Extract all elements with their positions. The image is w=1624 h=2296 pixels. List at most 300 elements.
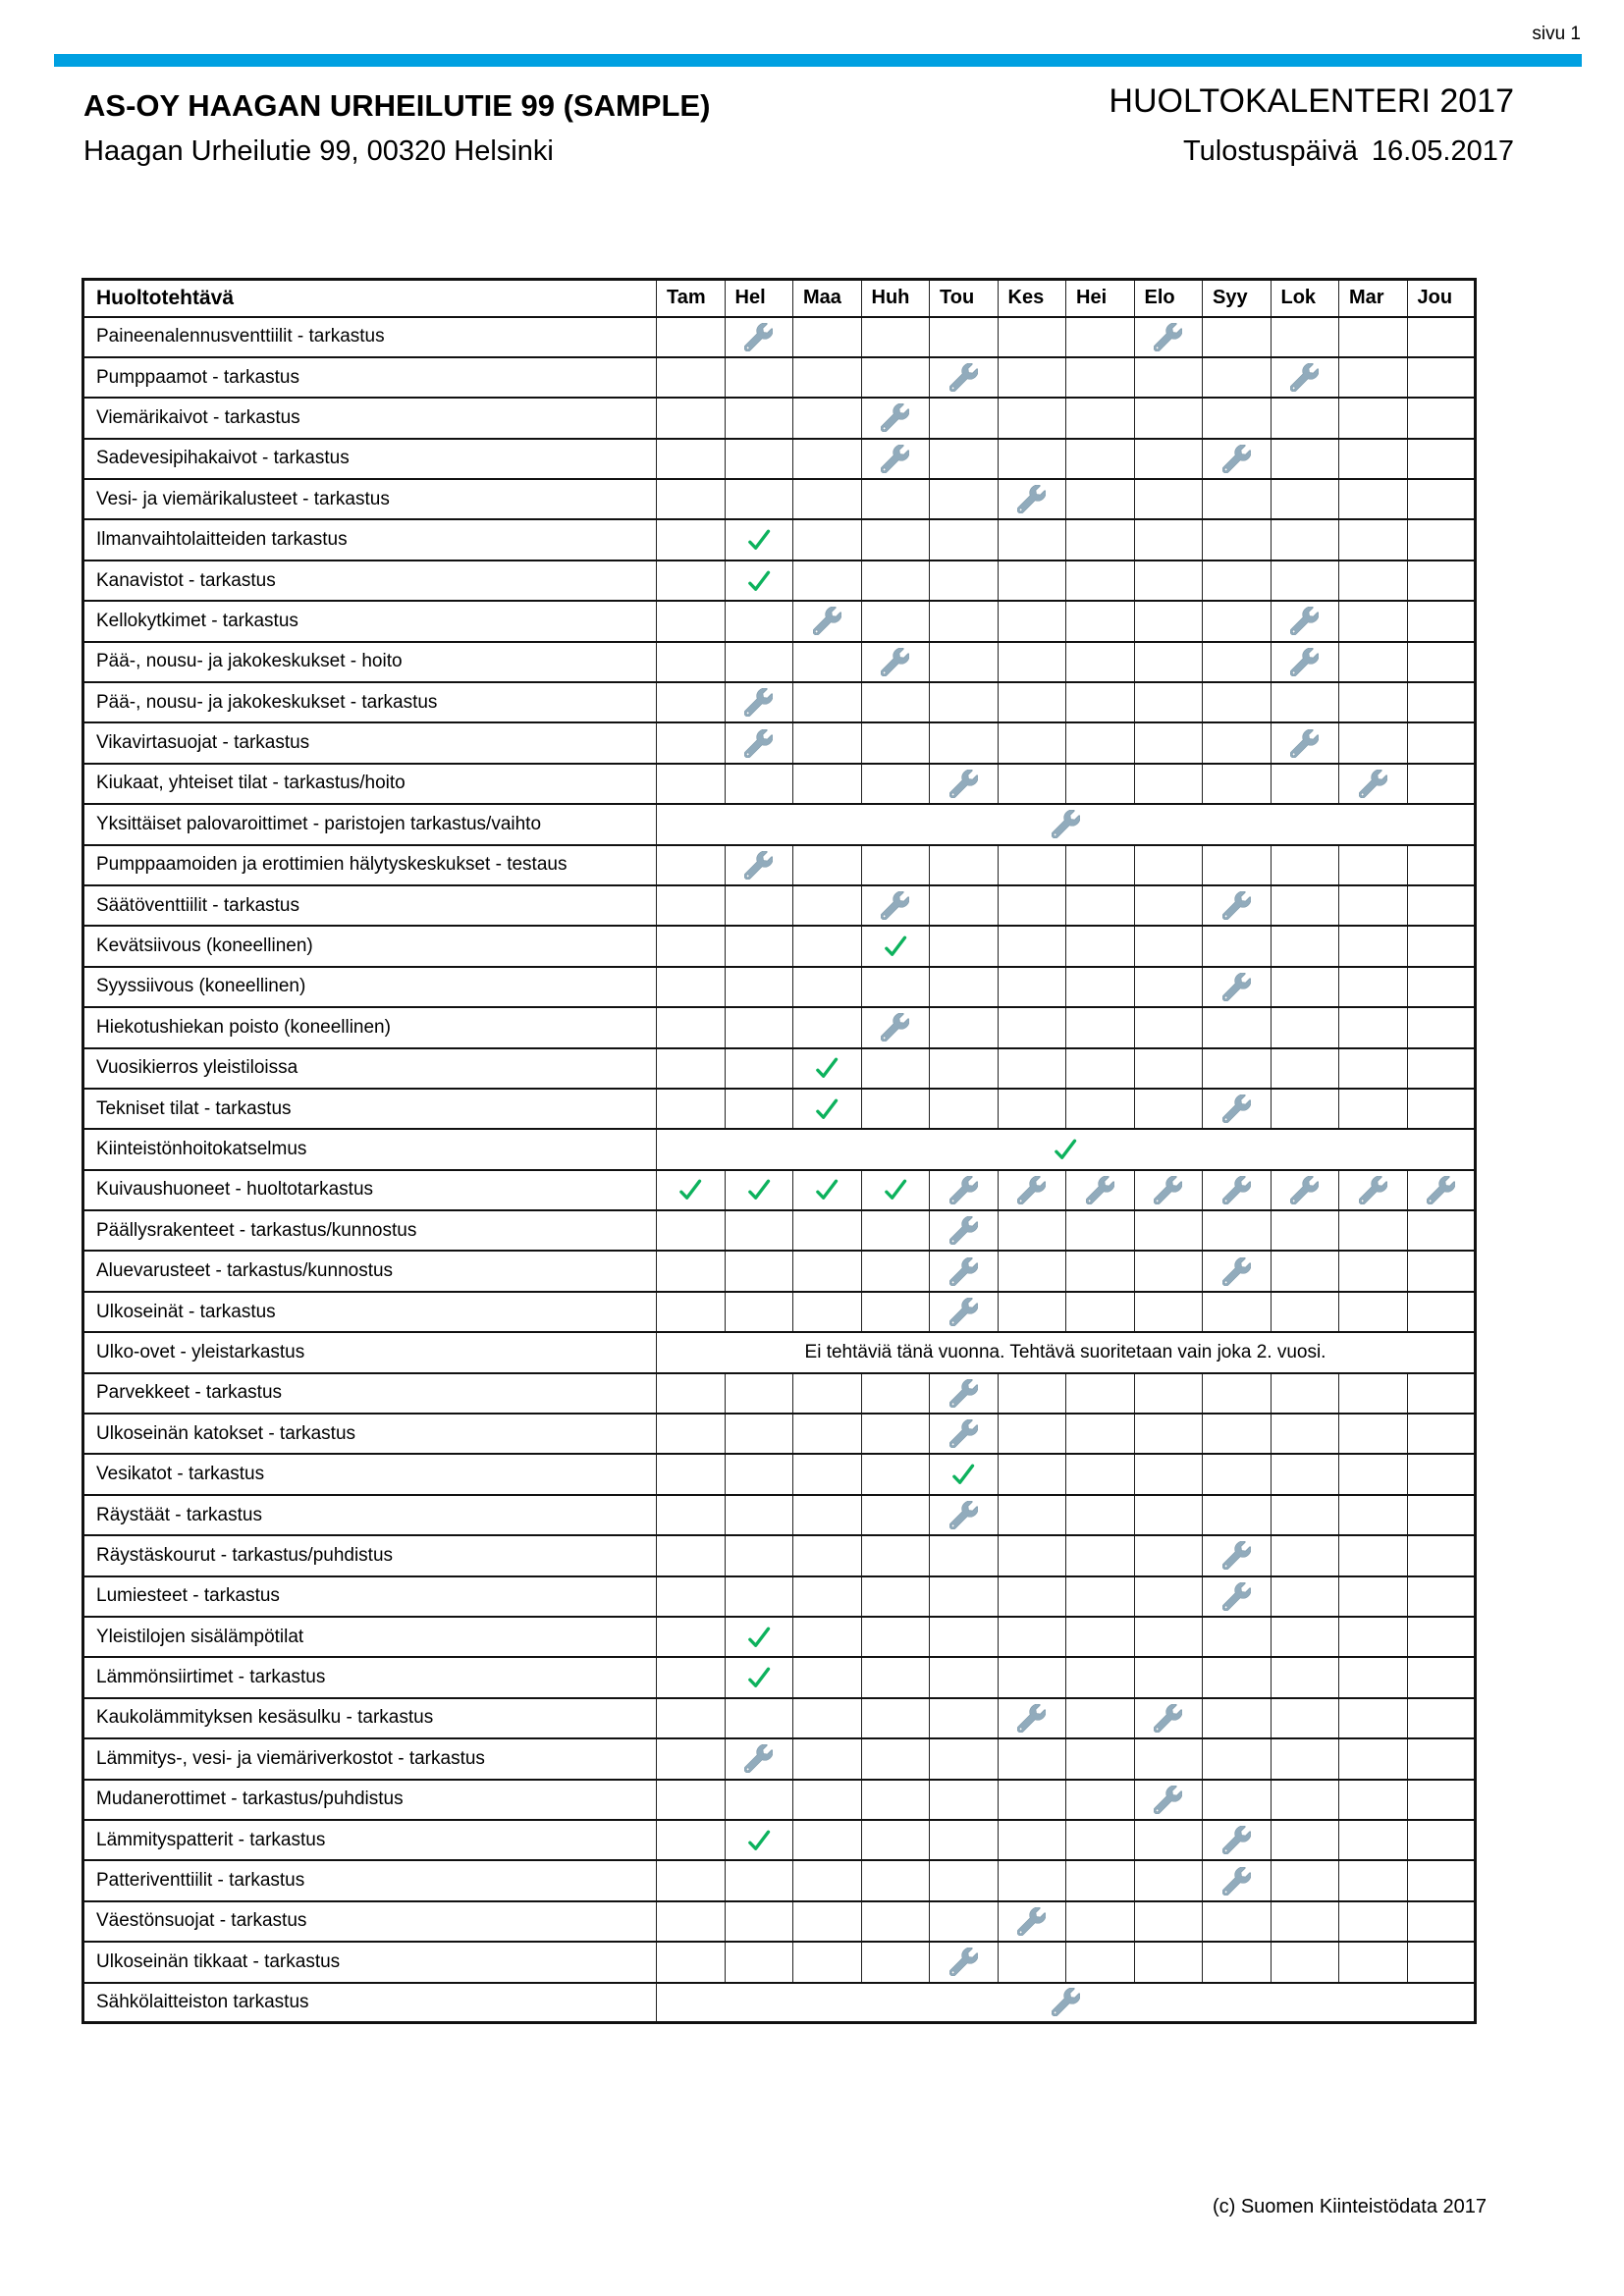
month-cell — [1271, 1170, 1339, 1210]
month-cell — [1203, 1942, 1272, 1982]
month-cell — [998, 1576, 1066, 1617]
table-row — [83, 317, 1476, 357]
month-cell — [1203, 1698, 1272, 1738]
table-row — [83, 1089, 1476, 1129]
month-cell — [1134, 398, 1203, 438]
month-cell — [998, 1089, 1066, 1129]
month-cell — [861, 1007, 930, 1047]
month-cell — [1066, 1454, 1135, 1494]
month-cell — [1134, 764, 1203, 804]
month-cell — [930, 1251, 999, 1291]
wrench-icon — [949, 1379, 978, 1408]
month-cell — [861, 1780, 930, 1820]
month-cell — [1339, 1170, 1408, 1210]
month-cell — [1271, 845, 1339, 885]
month-cell — [1339, 764, 1408, 804]
month-cell — [793, 479, 862, 519]
month-cell — [930, 1373, 999, 1414]
wrench-icon — [1290, 729, 1319, 758]
month-cell — [1339, 1292, 1408, 1332]
month-cell — [725, 1780, 793, 1820]
month-cell — [998, 1657, 1066, 1697]
month-cell — [725, 1454, 793, 1494]
month-cell — [793, 439, 862, 479]
table-row — [83, 519, 1476, 560]
month-cell — [1339, 1698, 1408, 1738]
month-cell — [793, 1414, 862, 1454]
month-cell — [657, 722, 726, 763]
wrench-icon — [1017, 485, 1046, 513]
month-cell — [998, 1495, 1066, 1535]
month-cell — [793, 1292, 862, 1332]
month-cell — [1407, 764, 1476, 804]
wrench-icon — [1427, 1176, 1455, 1204]
month-cell — [930, 926, 999, 966]
month-cell — [1066, 317, 1135, 357]
month-cell — [1066, 1414, 1135, 1454]
month-cell — [725, 1901, 793, 1942]
month-cell — [998, 1251, 1066, 1291]
wrench-icon — [1222, 891, 1251, 920]
month-cell — [1134, 1657, 1203, 1697]
wrench-icon — [949, 1216, 978, 1245]
month-cell — [1271, 1292, 1339, 1332]
month-cell — [1203, 1251, 1272, 1291]
month-cell — [1407, 479, 1476, 519]
month-cell — [1339, 1657, 1408, 1697]
month-cell — [1134, 1860, 1203, 1900]
month-cell — [1203, 1089, 1272, 1129]
month-cell — [998, 1698, 1066, 1738]
month-cell — [1203, 764, 1272, 804]
wrench-icon — [1017, 1704, 1046, 1733]
month-cell — [1339, 1820, 1408, 1860]
month-cell — [1407, 1901, 1476, 1942]
month-cell — [1066, 764, 1135, 804]
table-row — [83, 1129, 1476, 1169]
month-cell — [930, 1007, 999, 1047]
month-cell — [998, 1292, 1066, 1332]
month-cell — [861, 439, 930, 479]
month-cell — [1271, 1942, 1339, 1982]
month-cell — [930, 1535, 999, 1575]
month-cell — [1339, 1089, 1408, 1129]
month-cell — [1339, 1942, 1408, 1982]
month-cell — [998, 967, 1066, 1007]
month-cell — [930, 722, 999, 763]
month-cell — [1407, 1210, 1476, 1251]
month-cell — [725, 1210, 793, 1251]
month-cell — [725, 1170, 793, 1210]
month-cell — [1339, 682, 1408, 722]
month-cell — [1271, 1454, 1339, 1494]
task-cell: Sadevesipihakaivot - tarkastus — [83, 439, 657, 479]
month-cell — [793, 1901, 862, 1942]
month-cell — [1066, 1251, 1135, 1291]
month-cell — [725, 1292, 793, 1332]
month-cell — [1407, 885, 1476, 926]
month-cell — [1134, 519, 1203, 560]
month-cell — [998, 885, 1066, 926]
month-cell — [1407, 682, 1476, 722]
month-cell — [657, 1007, 726, 1047]
month-cell — [1134, 357, 1203, 398]
month-cell — [793, 1820, 862, 1860]
month-cell — [998, 1780, 1066, 1820]
check-icon — [744, 1175, 774, 1204]
wrench-icon — [744, 729, 773, 758]
month-cell — [861, 1860, 930, 1900]
month-cell — [861, 1657, 930, 1697]
month-cell — [793, 845, 862, 885]
task-cell: Viemärikaivot - tarkastus — [83, 398, 657, 438]
month-cell — [930, 1048, 999, 1089]
month-cell — [930, 1495, 999, 1535]
check-icon — [676, 1175, 705, 1204]
month-cell — [725, 642, 793, 682]
month-cell — [1203, 1576, 1272, 1617]
month-cell — [930, 1820, 999, 1860]
month-cell — [657, 479, 726, 519]
month-header-tam: Tam — [657, 280, 726, 317]
task-cell: Lämmityspatterit - tarkastus — [83, 1820, 657, 1860]
month-cell — [1066, 1170, 1135, 1210]
month-cell — [1407, 1048, 1476, 1089]
month-cell — [793, 1860, 862, 1900]
month-cell — [1407, 1698, 1476, 1738]
month-cell — [998, 764, 1066, 804]
month-cell — [1134, 1414, 1203, 1454]
month-cell — [793, 1738, 862, 1779]
month-cell — [657, 764, 726, 804]
month-cell — [1407, 357, 1476, 398]
check-icon — [881, 1175, 910, 1204]
month-cell — [1134, 1495, 1203, 1535]
month-cell — [861, 1454, 930, 1494]
month-cell — [1339, 1576, 1408, 1617]
table-row — [83, 1860, 1476, 1900]
month-cell — [1203, 1738, 1272, 1779]
note-text: Ei tehtäviä tänä vuonna. Tehtävä suoritetaan vain joka 2. vuosi. — [804, 1341, 1326, 1362]
month-cell — [1271, 1576, 1339, 1617]
month-header-tou: Tou — [930, 280, 999, 317]
month-cell — [657, 1901, 726, 1942]
month-cell — [725, 1942, 793, 1982]
month-cell — [1339, 439, 1408, 479]
month-cell — [1066, 1738, 1135, 1779]
month-cell — [725, 1576, 793, 1617]
month-cell — [930, 519, 999, 560]
month-cell — [657, 601, 726, 641]
month-cell — [861, 1576, 930, 1617]
month-cell — [1271, 1617, 1339, 1657]
month-cell — [1339, 845, 1408, 885]
month-cell — [1339, 642, 1408, 682]
table-row — [83, 479, 1476, 519]
month-cell — [1203, 601, 1272, 641]
month-cell — [861, 1089, 930, 1129]
task-cell: Parvekkeet - tarkastus — [83, 1373, 657, 1414]
month-cell — [861, 561, 930, 601]
month-cell — [930, 1210, 999, 1251]
month-cell — [861, 398, 930, 438]
check-icon — [744, 1826, 774, 1855]
month-cell — [793, 1170, 862, 1210]
month-cell — [793, 1780, 862, 1820]
month-cell — [930, 1089, 999, 1129]
table-row — [83, 1576, 1476, 1617]
document-title: HUOLTOKALENTERI 2017 — [1109, 82, 1514, 120]
month-cell — [861, 845, 930, 885]
wrench-icon — [1222, 973, 1251, 1001]
month-cell — [1203, 1820, 1272, 1860]
month-cell — [793, 357, 862, 398]
month-cell — [725, 479, 793, 519]
task-cell: Vuosikierros yleistiloissa — [83, 1048, 657, 1089]
check-icon — [744, 525, 774, 555]
month-cell — [657, 1292, 726, 1332]
month-cell — [1339, 1210, 1408, 1251]
month-cell — [861, 1414, 930, 1454]
table-row — [83, 1210, 1476, 1251]
month-cell — [930, 1780, 999, 1820]
month-cell — [1339, 601, 1408, 641]
month-header-lok: Lok — [1271, 280, 1339, 317]
month-cell — [998, 561, 1066, 601]
month-cell — [1271, 764, 1339, 804]
month-cell — [930, 398, 999, 438]
task-cell: Hiekotushiekan poisto (koneellinen) — [83, 1007, 657, 1047]
wrench-icon — [1222, 1257, 1251, 1286]
month-cell — [725, 1820, 793, 1860]
wrench-icon — [1222, 1541, 1251, 1570]
month-cell — [1271, 479, 1339, 519]
month-cell — [1134, 1617, 1203, 1657]
table-row — [83, 398, 1476, 438]
month-cell — [657, 642, 726, 682]
month-cell — [1407, 1292, 1476, 1332]
month-cell — [657, 1048, 726, 1089]
month-cell — [1271, 519, 1339, 560]
month-cell — [1134, 1454, 1203, 1494]
table-row — [83, 1007, 1476, 1047]
month-cell — [1271, 357, 1339, 398]
table-row — [83, 1332, 1476, 1372]
task-cell: Kaukolämmityksen kesäsulku - tarkastus — [83, 1698, 657, 1738]
month-cell — [998, 926, 1066, 966]
month-cell — [1407, 1942, 1476, 1982]
task-cell: Pää-, nousu- ja jakokeskukset - hoito — [83, 642, 657, 682]
month-cell — [1203, 967, 1272, 1007]
table-row — [83, 1495, 1476, 1535]
month-cell — [725, 561, 793, 601]
table-row — [83, 1738, 1476, 1779]
month-cell — [930, 1901, 999, 1942]
month-cell — [930, 1414, 999, 1454]
wrench-icon — [881, 403, 909, 432]
month-cell — [657, 1170, 726, 1210]
month-cell — [1271, 642, 1339, 682]
wrench-icon — [744, 851, 773, 880]
wrench-icon — [1154, 1786, 1182, 1814]
month-cell — [1339, 561, 1408, 601]
print-date-label: Tulostuspäivä — [1182, 135, 1358, 167]
month-cell — [1407, 398, 1476, 438]
month-cell — [1066, 1007, 1135, 1047]
month-cell — [1271, 1373, 1339, 1414]
month-cell — [930, 1170, 999, 1210]
month-cell — [1134, 1780, 1203, 1820]
month-cell — [861, 1373, 930, 1414]
month-cell — [1203, 439, 1272, 479]
month-cell — [861, 1048, 930, 1089]
table-row — [83, 357, 1476, 398]
month-cell — [1066, 1535, 1135, 1575]
month-header-hei: Hei — [1066, 280, 1135, 317]
month-cell — [725, 682, 793, 722]
month-cell — [657, 1780, 726, 1820]
table-row — [83, 1617, 1476, 1657]
table-row — [83, 764, 1476, 804]
month-cell — [1339, 519, 1408, 560]
month-cell — [998, 1942, 1066, 1982]
task-cell: Kiukaat, yhteiset tilat - tarkastus/hoito — [83, 764, 657, 804]
task-cell: Vikavirtasuojat - tarkastus — [83, 722, 657, 763]
month-cell — [1271, 722, 1339, 763]
table-row — [83, 1901, 1476, 1942]
table-row — [83, 1251, 1476, 1291]
month-cell — [1271, 398, 1339, 438]
month-cell — [998, 1738, 1066, 1779]
check-icon — [744, 1663, 774, 1692]
wrench-icon — [744, 323, 773, 351]
month-cell — [657, 1089, 726, 1129]
month-cell — [1203, 317, 1272, 357]
wrench-icon — [949, 1419, 978, 1448]
month-cell — [657, 1576, 726, 1617]
wrench-icon — [744, 688, 773, 717]
month-cell — [861, 967, 930, 1007]
month-cell — [657, 1860, 726, 1900]
month-cell — [1339, 967, 1408, 1007]
month-cell — [725, 1373, 793, 1414]
task-cell: Räystäskourut - tarkastus/puhdistus — [83, 1535, 657, 1575]
month-cell — [1407, 1414, 1476, 1454]
month-cell — [1066, 439, 1135, 479]
wrench-icon — [1222, 445, 1251, 473]
month-cell — [725, 1860, 793, 1900]
task-cell: Väestönsuojat - tarkastus — [83, 1901, 657, 1942]
page-number: sivu 1 — [1532, 24, 1581, 44]
month-cell — [1407, 1738, 1476, 1779]
month-cell — [861, 479, 930, 519]
month-cell — [1066, 1292, 1135, 1332]
company-name: AS-OY HAAGAN URHEILUTIE 99 (SAMPLE) — [83, 88, 711, 123]
month-cell — [930, 967, 999, 1007]
month-cell — [657, 398, 726, 438]
month-cell — [1407, 1820, 1476, 1860]
task-cell: Ilmanvaihtolaitteiden tarkastus — [83, 519, 657, 560]
month-cell — [998, 682, 1066, 722]
month-cell — [793, 1617, 862, 1657]
month-cell — [1134, 1373, 1203, 1414]
table-row — [83, 1983, 1476, 2023]
month-cell — [1066, 1048, 1135, 1089]
table-row — [83, 885, 1476, 926]
check-icon — [744, 1623, 774, 1652]
month-cell — [1134, 1170, 1203, 1210]
month-cell — [1066, 357, 1135, 398]
month-cell — [998, 1535, 1066, 1575]
month-cell — [1339, 1617, 1408, 1657]
month-cell — [861, 357, 930, 398]
month-cell — [930, 357, 999, 398]
wrench-icon — [881, 1013, 909, 1041]
wrench-icon — [1222, 1826, 1251, 1854]
month-cell — [1066, 1901, 1135, 1942]
month-cell — [1271, 1089, 1339, 1129]
month-cell — [861, 764, 930, 804]
month-cell — [657, 1414, 726, 1454]
month-cell — [930, 479, 999, 519]
wrench-icon — [949, 363, 978, 392]
month-cell — [861, 682, 930, 722]
wrench-icon — [1154, 323, 1182, 351]
month-cell — [1407, 1495, 1476, 1535]
month-cell — [793, 1048, 862, 1089]
month-cell — [930, 439, 999, 479]
month-cell — [725, 967, 793, 1007]
table-row — [83, 967, 1476, 1007]
month-cell — [998, 1454, 1066, 1494]
month-cell — [1203, 1414, 1272, 1454]
month-cell — [657, 519, 726, 560]
month-cell — [1339, 357, 1408, 398]
month-cell — [1271, 1210, 1339, 1251]
month-cell — [1066, 1860, 1135, 1900]
month-cell — [998, 1820, 1066, 1860]
task-cell: Ulko-ovet - yleistarkastus — [83, 1332, 657, 1372]
month-cell — [793, 885, 862, 926]
month-cell — [1134, 1942, 1203, 1982]
month-cell — [1339, 1048, 1408, 1089]
month-cell — [1203, 1535, 1272, 1575]
month-cell — [1271, 1048, 1339, 1089]
month-cell — [1203, 479, 1272, 519]
month-cell — [1203, 1780, 1272, 1820]
month-cell — [998, 1170, 1066, 1210]
month-cell — [1134, 439, 1203, 479]
month-cell — [725, 1414, 793, 1454]
table-row — [83, 682, 1476, 722]
month-cell — [998, 1617, 1066, 1657]
table-row — [83, 845, 1476, 885]
task-cell: Pää-, nousu- ja jakokeskukset - tarkastus — [83, 682, 657, 722]
maintenance-calendar-table — [81, 278, 1477, 2024]
month-cell — [1339, 1535, 1408, 1575]
month-cell — [725, 1738, 793, 1779]
month-cell — [1066, 1820, 1135, 1860]
wrench-icon — [744, 1744, 773, 1773]
company-address: Haagan Urheilutie 99, 00320 Helsinki — [83, 135, 554, 167]
wrench-icon — [1052, 810, 1080, 838]
month-cell — [1407, 561, 1476, 601]
month-cell — [930, 1454, 999, 1494]
month-cell — [1339, 1414, 1408, 1454]
month-header-syy: Syy — [1203, 280, 1272, 317]
month-cell — [1271, 601, 1339, 641]
month-cell — [1066, 682, 1135, 722]
